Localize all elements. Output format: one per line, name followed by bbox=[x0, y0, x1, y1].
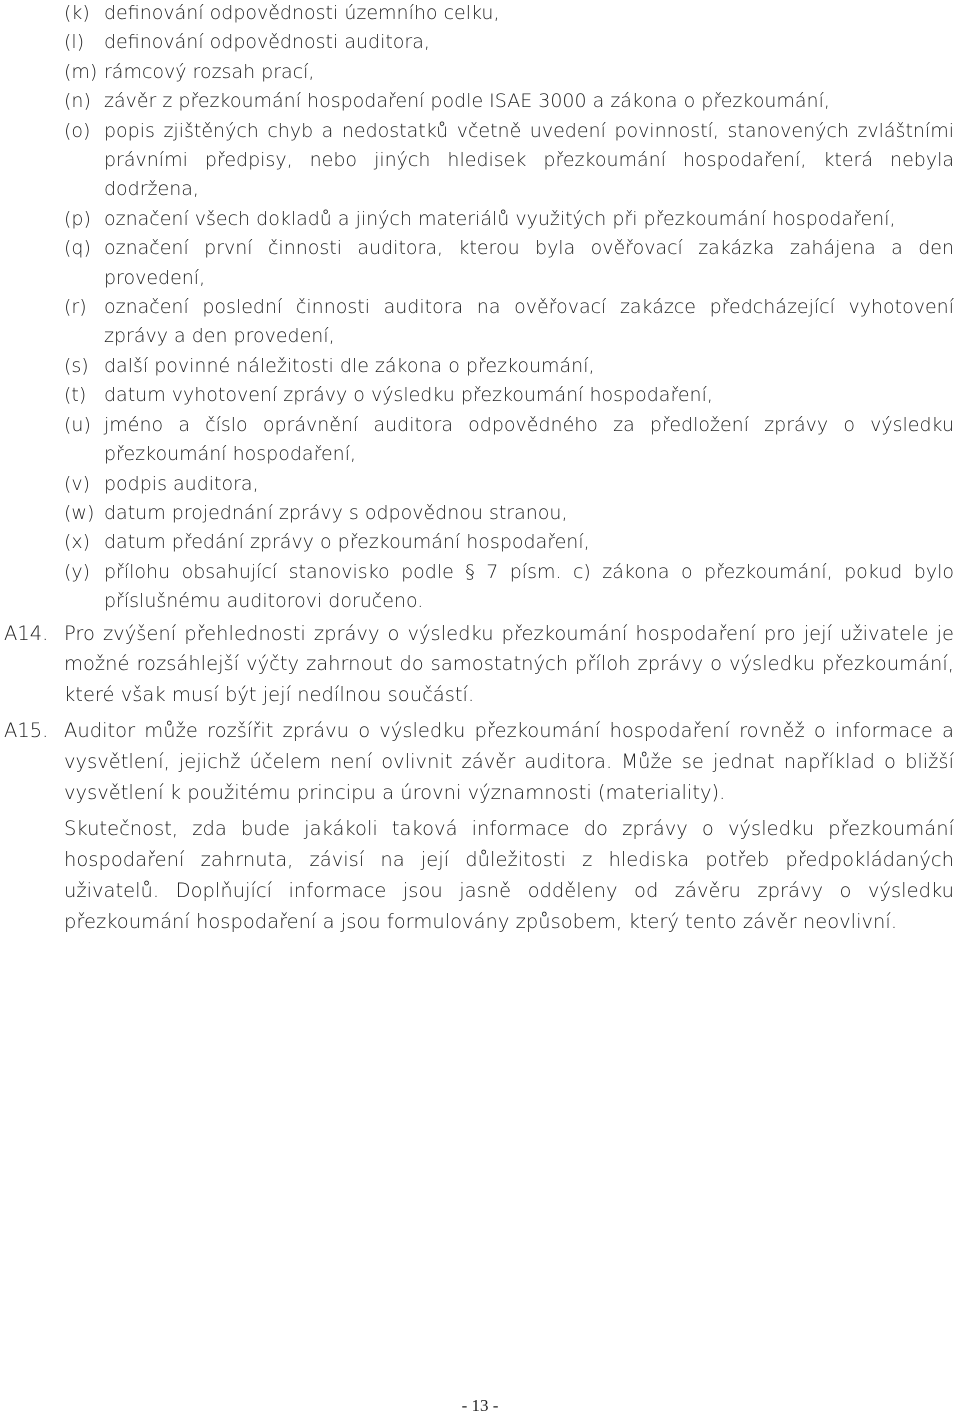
paragraph-number: A15. bbox=[4, 718, 49, 742]
list-item-text: přílohu obsahující stanovisko podle § 7 písm. c) zákona o přezkoumání, pokud bylo příslušnému auditorovi doručeno. bbox=[104, 560, 954, 613]
list-item-text: datum vyhotovení zprávy o výsledku přezkoumání hospodaření, bbox=[104, 384, 713, 407]
list-item bbox=[0, 528, 960, 557]
list-item-label: (t) bbox=[64, 384, 87, 407]
list-item-text: rámcový rozsah prací, bbox=[104, 60, 315, 83]
list-item bbox=[0, 411, 960, 470]
list-item-text: označení první činnosti auditora, kterou byla ověřovací zakázka zahájena a den provedení, bbox=[104, 237, 954, 289]
list-item bbox=[0, 87, 960, 116]
list-item bbox=[0, 117, 960, 205]
list-item-label: (m) bbox=[64, 60, 98, 83]
paragraph-text: Auditor může rozšířit zprávu o výsledku přezkoumání hospodaření rovněž o informace a vysvětlení, jejichž účelem není ovlivnit závěr auditora. Může se jednat například o bližší vysvětlení k použitému principu a úrovni významnosti (materiality). bbox=[64, 718, 954, 804]
list-item-label: (o) bbox=[64, 119, 91, 142]
list-item-label: (q) bbox=[64, 237, 91, 260]
list-item bbox=[0, 470, 960, 499]
list-item-text: další povinné náležitosti dle zákona o přezkoumání, bbox=[104, 354, 595, 377]
list-item-text: datum předání zprávy o přezkoumání hospodaření, bbox=[104, 531, 590, 554]
list-item bbox=[0, 205, 960, 234]
list-item-text: definování odpovědnosti územního celku, bbox=[104, 2, 500, 24]
list-item-text: popis zjištěných chyb a nedostatků včetně uvedení povinností, stanovených zvláštními právními předpisy, nebo jiných hledisek přezkoumání hospodaření, která nebyla dodržena, bbox=[104, 119, 954, 201]
list-item-text: datum projednání zprávy s odpovědnou stranou, bbox=[104, 501, 568, 524]
list-item bbox=[0, 28, 960, 57]
list-item-label: (v) bbox=[64, 472, 91, 495]
paragraph-number: A14. bbox=[4, 621, 49, 645]
list-item-label: (l) bbox=[64, 31, 85, 54]
list-item-label: (x) bbox=[64, 531, 91, 554]
list-item bbox=[0, 234, 960, 293]
list-item bbox=[0, 558, 960, 617]
paragraph-text: Pro zvýšení přehlednosti zprávy o výsledku přezkoumání hospodaření pro její uživatele je možné rozsáhlejší výčty zahrnout do samostatných příloh zprávy o výsledku přezkoumání, které však musí být její nedílnou součástí. bbox=[64, 621, 954, 707]
list-item-text: označení poslední činnosti auditora na ověřovací zakázce předcházející vyhotovení zprávy a den provedení, bbox=[104, 296, 954, 348]
paragraph-a15 bbox=[0, 716, 960, 808]
list-item-text: jméno a číslo oprávnění auditora odpovědného za předložení zprávy o výsledku přezkoumání hospodaření, bbox=[104, 413, 954, 466]
list-item-label: (k) bbox=[64, 2, 90, 24]
list-item-label: (u) bbox=[64, 413, 91, 436]
list-item-text: podpis auditora, bbox=[104, 472, 259, 495]
paragraph-text: Skutečnost, zda bude jakákoli taková informace do zprávy o výsledku přezkoumání hospodaření zahrnuta, závisí na její důležitosti z hlediska potřeb předpokládaných uživatelů. Doplňující informace jsou jasně odděleny od závěru zprávy o výsledku přezkoumání hospodaření a jsou formulovány způsobem, který tento závěr neovlivní. bbox=[64, 817, 954, 933]
list-item bbox=[0, 381, 960, 410]
list-item bbox=[0, 293, 960, 352]
list-item bbox=[0, 352, 960, 381]
list-item-label: (p) bbox=[64, 207, 91, 230]
list-item-label: (n) bbox=[64, 90, 91, 113]
list-item bbox=[0, 0, 960, 28]
list-item bbox=[0, 58, 960, 87]
list-item-label: (y) bbox=[64, 560, 91, 583]
list-item bbox=[0, 499, 960, 528]
list-item-label: (r) bbox=[64, 296, 87, 319]
list-item-text: označení všech dokladů a jiných materiálů využitých při přezkoumání hospodaření, bbox=[104, 207, 896, 230]
list-item-text: definování odpovědnosti auditora, bbox=[104, 31, 430, 54]
list-item-label: (s) bbox=[64, 354, 89, 377]
list-item-label: (w) bbox=[64, 501, 95, 524]
paragraph-a15-continuation bbox=[0, 814, 960, 937]
page-number: - 13 - bbox=[461, 1396, 499, 1415]
list-item-text: závěr z přezkoumání hospodaření podle ISAE 3000 a zákona o přezkoumání, bbox=[104, 90, 830, 113]
paragraph-a14 bbox=[0, 619, 960, 711]
